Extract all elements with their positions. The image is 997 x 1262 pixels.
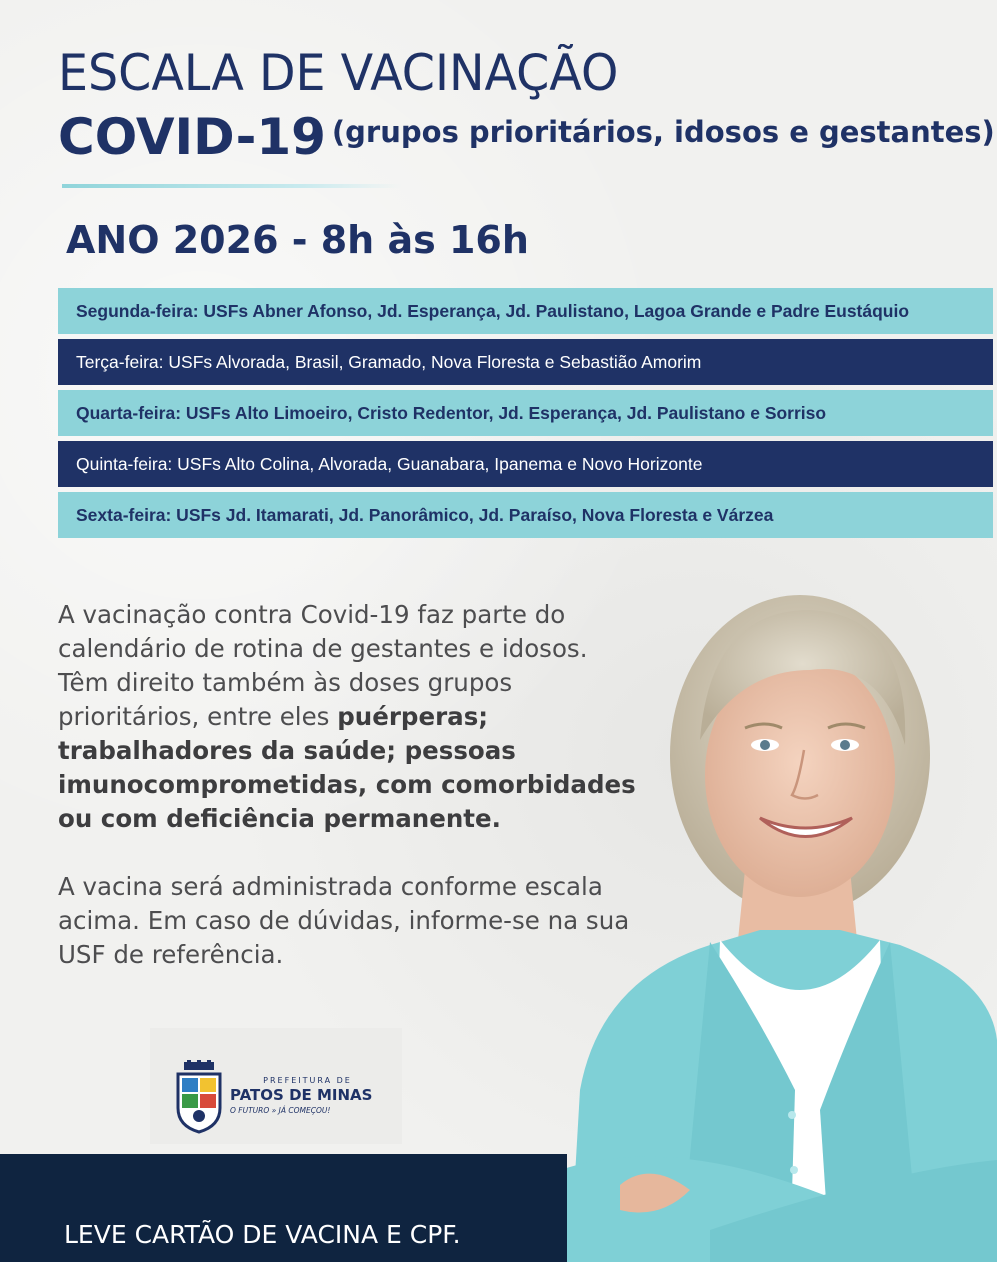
logo-slogan: O FUTURO » JÁ COMEÇOU! [230,1106,331,1115]
title-line-2 [58,108,995,166]
year-hours: ANO 2026 - 8h às 16h [66,218,529,262]
schedule-row-text: Terça-feira: USFs Alvorada, Brasil, Gramado, Nova Floresta e Sebastião Amorim [76,351,702,372]
schedule-row-thursday [58,441,993,487]
schedule-row-wednesday [58,390,993,436]
title-subtitle: (grupos prioritários, idosos e gestantes) [331,115,995,149]
schedule-row-monday [58,288,993,334]
city-crest-icon [174,1060,224,1134]
prefeitura-logo [150,1028,402,1144]
schedule-table [58,288,993,543]
footer-text: LEVE CARTÃO DE VACINA E CPF. [64,1220,461,1249]
logo-prefeitura-label: PREFEITURA DE [263,1076,352,1085]
schedule-row-friday [58,492,993,538]
elderly-woman-photo [560,570,997,1262]
title-underline [62,184,402,188]
info-paragraph-1-bold: puérperas; trabalhadores da saúde; pessoas imunocomprometidas, com comorbidades ou com deficiência permanente. [58,702,636,833]
schedule-row-tuesday [58,339,993,385]
title-covid: COVID-19 [58,108,326,166]
schedule-row-text: Segunda-feira: USFs Abner Afonso, Jd. Esperança, Jd. Paulistano, Lagoa Grande e Padre Eustáquio [76,300,910,321]
logo-text [230,1076,385,1115]
info-paragraph-2: A vacina será administrada conforme escala acima. Em caso de dúvidas, informe-se na sua USF de referência. [58,872,630,969]
info-text [58,598,638,972]
elderly-woman-illustration [560,570,997,1262]
info-paragraph-1 [58,598,638,836]
info-paragraph-1-normal: A vacinação contra Covid-19 faz parte do calendário de rotina de gestantes e idosos. Têm direito também às doses grupos prioritários, entre eles [58,600,588,731]
footer-bar [0,1154,567,1262]
schedule-row-text: Quarta-feira: USFs Alto Limoeiro, Cristo Redentor, Jd. Esperança, Jd. Paulistano e Sorriso [76,402,827,423]
title-line-1: ESCALA DE VACINAÇÃO [58,44,619,102]
schedule-row-text: Quinta-feira: USFs Alto Colina, Alvorada, Guanabara, Ipanema e Novo Horizonte [76,453,703,474]
schedule-row-text: Sexta-feira: USFs Jd. Itamarati, Jd. Panorâmico, Jd. Paraíso, Nova Floresta e Várzea [76,504,774,525]
logo-city-name: PATOS DE MINAS [230,1086,373,1104]
